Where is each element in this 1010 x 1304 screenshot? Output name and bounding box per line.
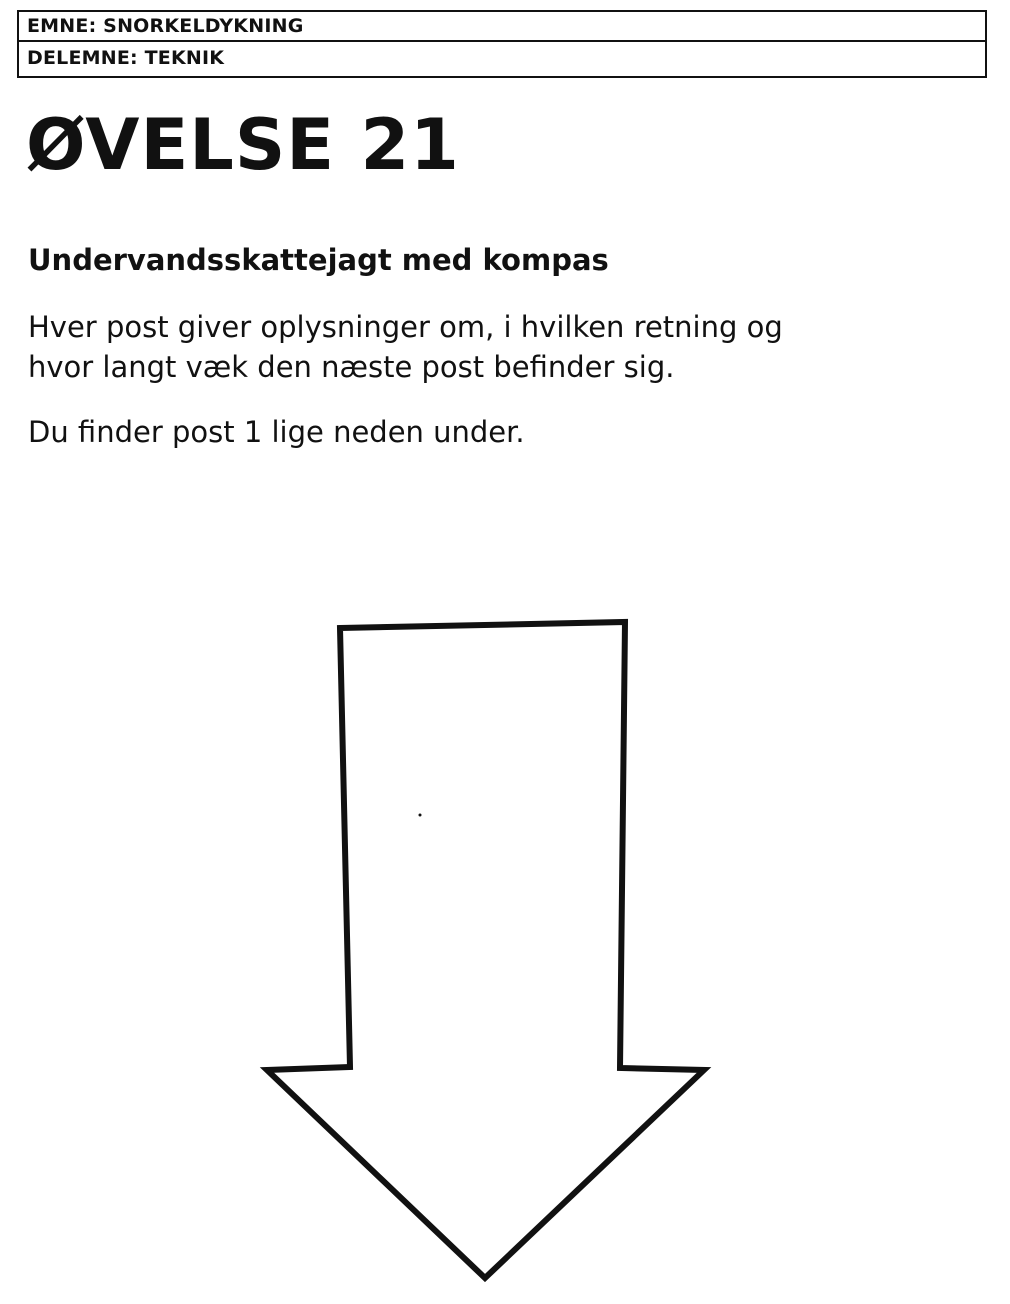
page-title: ØVELSE 21	[26, 104, 460, 186]
instruction-line-2: hvor langt væk den næste post befinder sig.	[28, 350, 675, 384]
topic-label: EMNE: SNORKELDYKNING	[19, 12, 985, 42]
subtopic-label: DELEMNE: TEKNIK	[27, 47, 225, 69]
instruction-line-1: Hver post giver oplysninger om, i hvilken retning og	[28, 310, 783, 344]
exercise-subtitle: Undervandsskattejagt med kompas	[28, 243, 609, 277]
scan-dot	[419, 814, 422, 817]
post-hint: Du finder post 1 lige neden under.	[28, 415, 525, 449]
arrow-outline	[267, 622, 704, 1278]
